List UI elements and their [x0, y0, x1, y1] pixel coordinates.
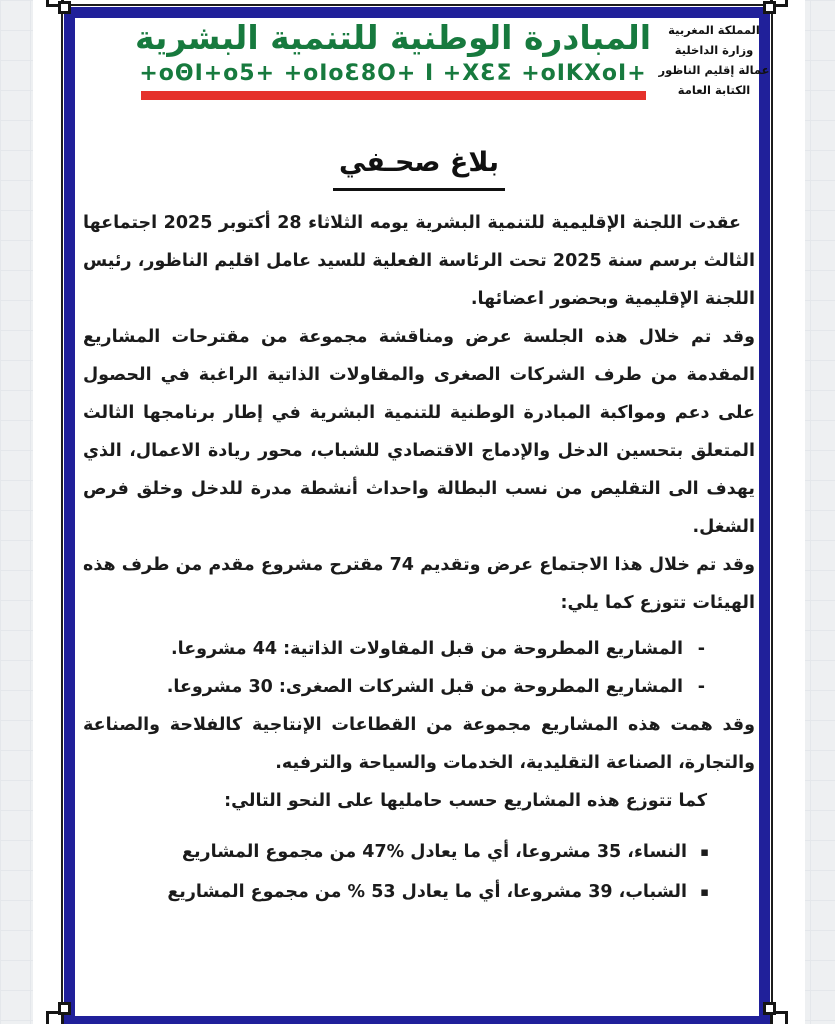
paragraph-meeting-opening: عقدت اللجنة الإقليمية للتنمية البشرية يومه الثلاثاء 28 أكتوبر 2025 اجتماعها الثالث برسم سنة 2025 تحت الرئاسة الفعلية للسيد عامل اقليم الناظور، رئيس اللجنة الإقليمية وبحضور اعضائها.: [83, 213, 755, 309]
ornament-square-icon: [58, 1002, 71, 1015]
logo-red-underline: [141, 91, 646, 100]
press-release-title: بلاغ صحـفي: [333, 146, 505, 191]
list-item-youth: ▪ الشباب، 39 مشروعا، أي ما يعادل 53 % من مجموع المشاريع: [83, 872, 711, 912]
ornament-square-icon: [763, 1, 776, 14]
page-sheet: [33, 0, 805, 1024]
list-item-women: ▪ النساء، 35 مشروعا، أي ما يعادل %47 من مجموع المشاريع: [83, 832, 711, 872]
ministry-line-interior: وزارة الداخلية: [674, 43, 754, 57]
paragraph-projects-count: وقد تم خلال هذا الاجتماع عرض وتقديم 74 مقترح مشروع مقدم من طرف هذه الهيئات تتوزع كما يلي:: [83, 555, 755, 613]
list-item-auto-entrepreneurs: - المشاريع المطروحة من قبل المقاولات الذاتية: 44 مشروعا.: [83, 630, 707, 668]
ornament-square-icon: [763, 1002, 776, 1015]
corner-ornament-bottom-left: [46, 1011, 80, 1024]
carriers-breakdown-list: [83, 832, 755, 912]
corner-ornament-bottom-right: [754, 1011, 788, 1024]
paragraph-sectors: وقد همت هذه المشاريع مجموعة من القطاعات الإنتاجية كالفلاحة والصناعة والتجارة، الصناعة التقليدية، الخدمات والسياحة والترفيه.: [83, 715, 755, 773]
projects-breakdown-list: [83, 630, 755, 706]
indh-logo: [123, 16, 663, 100]
ministry-line-kingdom: المملكة المغربية: [668, 23, 760, 37]
ministry-line-province: عمالة إقليم الناظور: [658, 63, 770, 77]
document-body: [83, 204, 755, 912]
corner-ornament-top-left: [46, 0, 80, 23]
title-row: [33, 146, 805, 191]
paragraph-carriers-intro: كما تتوزع هذه المشاريع حسب حامليها على النحو التالي:: [224, 791, 707, 811]
ornament-square-icon: [58, 1, 71, 14]
logo-arabic-calligraphy: المبادرة الوطنية للتنمية البشرية: [134, 18, 652, 57]
logo-tifinagh-text: +oΘI+o5+ +oIoƐ8O+ I +XƐΣ +oIKXoI+: [139, 61, 647, 86]
corner-ornament-top-right: [754, 0, 788, 23]
ministry-header-block: [651, 20, 777, 100]
ministry-line-secretary: الكتابة العامة: [677, 83, 751, 97]
list-item-small-companies: - المشاريع المطروحة من قبل الشركات الصغرى: 30 مشروعا.: [83, 668, 707, 706]
paragraph-session-projects: وقد تم خلال هذه الجلسة عرض ومناقشة مجموعة من مقترحات المشاريع المقدمة من طرف الشركات الصغرى والمقاولات الذاتية الراغبة في الحصول على دعم ومواكبة المبادرة الوطنية للتنمية البشرية في إطار برنامجها الثالث المتعلق بتحسين الدخل والإدماج الاقتصادي للشباب، محور ريادة الاعمال، الذي يهدف الى التقليص من نسب البطالة واحداث أنشطة مدرة للدخل وخلق فرص الشغل.: [83, 327, 755, 537]
